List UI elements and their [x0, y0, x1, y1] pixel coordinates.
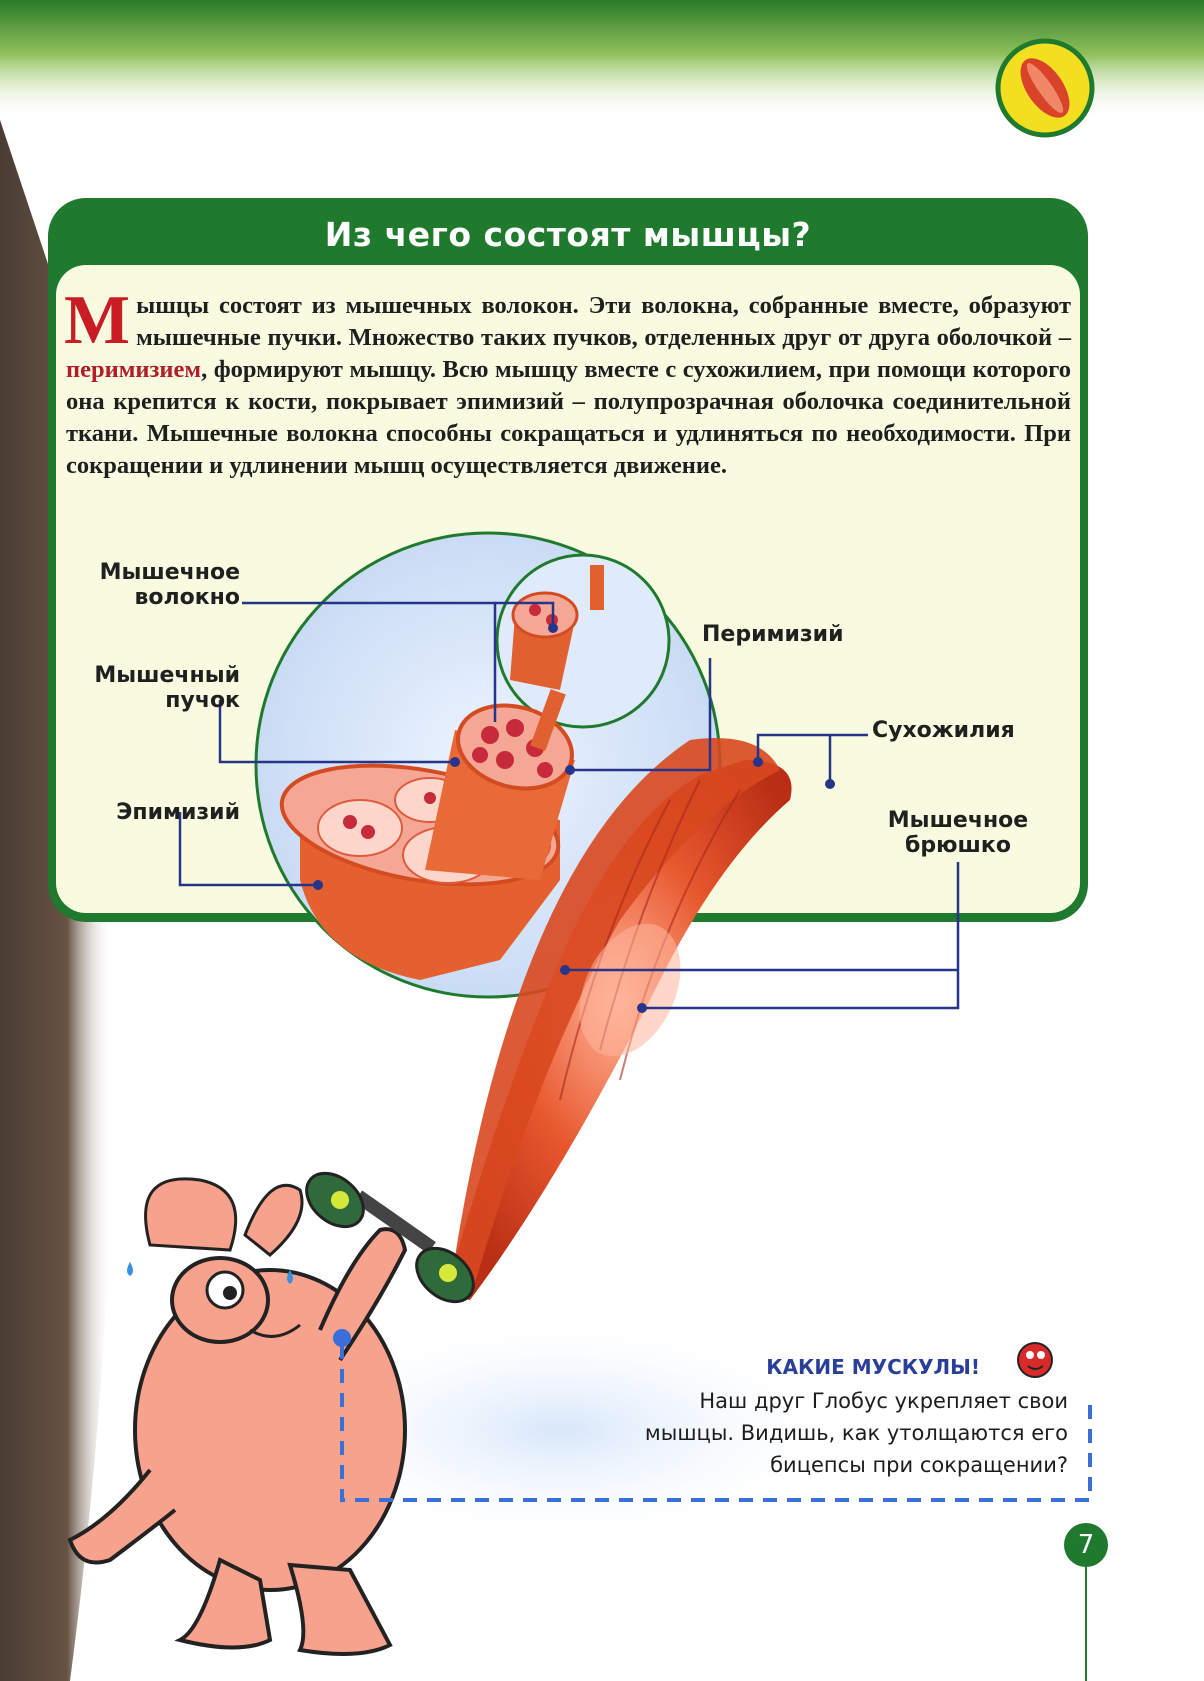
- globus-mascot-icon: [1018, 1343, 1052, 1377]
- page-number: 7: [1064, 1523, 1108, 1567]
- intro-line2: образуют мышечные пучки. Множество таких пучков, отделенных друг: [136, 292, 1072, 351]
- label-tendons: Сухожилия: [872, 718, 1015, 743]
- label-perimysium: Перимизий: [702, 622, 844, 647]
- page-title: Из чего состоят мышцы?: [324, 215, 812, 254]
- drop-cap: М: [64, 282, 131, 359]
- label-epimysium: Эпимизий: [116, 800, 240, 825]
- tip-title: КАКИЕ МУСКУЛЫ!: [766, 1355, 980, 1379]
- intro-before-term: от друга оболочкой –: [838, 324, 1071, 351]
- intro-after-term: , формируют мышцу. Всю мышцу вместе с сухожилием, при помощи которого она крепится к кости, покрывает эпимизий – полупрозрачная оболочка соединительной ткани. Мышечные волокна способны сокращаться и удлиняться по необходимости. При сокращении и удлинении мышц осуществляется движение.: [66, 356, 1071, 479]
- muscle-icon: [998, 41, 1092, 135]
- term-perimysium: перимизием: [66, 356, 202, 383]
- intro-line1: ышцы состоят из мышечных волокон. Эти волокна, собранные вместе,: [136, 292, 959, 319]
- label-muscle-belly: Мышечное брюшко: [887, 808, 1029, 858]
- label-muscle-fiber: Мышечное волокно: [99, 560, 240, 610]
- label-muscle-bundle: Мышечный пучок: [94, 663, 240, 713]
- intro-paragraph: [64, 282, 1072, 482]
- tip-text: Наш друг Глобус укрепляет свои мышцы. Видишь, как утолщаются его бицепсы при сокращении?: [644, 1389, 1068, 1477]
